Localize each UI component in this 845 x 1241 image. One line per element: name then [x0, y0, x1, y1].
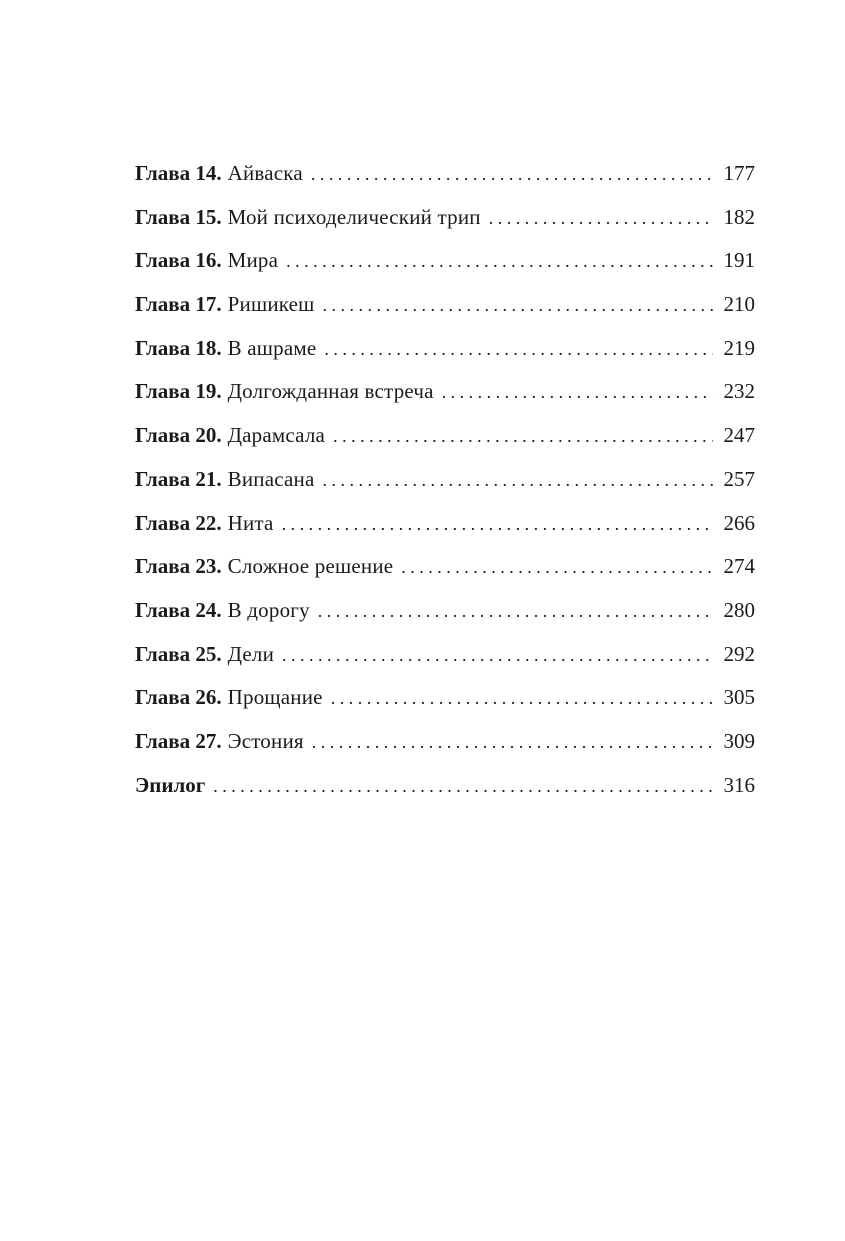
toc-entry-page: 292	[723, 641, 755, 666]
dot-leader	[331, 677, 713, 721]
toc-entry-epilogue[interactable]	[135, 764, 755, 808]
dot-leader	[312, 721, 713, 765]
toc-entry-chapter-19[interactable]	[135, 370, 755, 414]
toc-entry-page: 177	[723, 161, 755, 185]
toc-entry-title: Прощание	[227, 685, 323, 710]
toc-entry-title: Мира	[227, 248, 279, 273]
toc-entry-chapter-16[interactable]	[135, 239, 755, 283]
toc-entry-chapter-15[interactable]	[135, 196, 755, 240]
toc-entry-label: Эпилог	[135, 772, 206, 797]
dot-leader	[323, 459, 714, 503]
toc-entry-label: Глава 24.	[135, 597, 222, 622]
toc-entry-chapter-17[interactable]	[135, 283, 755, 327]
dot-leader	[213, 765, 713, 809]
dot-leader	[442, 371, 713, 415]
toc-entry-chapter-22[interactable]	[135, 502, 755, 546]
toc-entry-title: Долгожданная встреча	[227, 379, 434, 404]
dot-leader	[311, 153, 713, 197]
dot-leader	[323, 284, 713, 328]
dot-leader	[282, 503, 713, 547]
toc-entry-page: 257	[723, 466, 755, 491]
dot-leader	[282, 634, 713, 678]
toc-entry-title: Айваска	[227, 161, 303, 185]
toc-entry-page: 232	[723, 379, 755, 404]
toc-entry-label: Глава 19.	[135, 379, 222, 404]
dot-leader	[489, 197, 713, 241]
toc-entry-label: Глава 22.	[135, 510, 222, 535]
toc-entry-title: Эстония	[227, 728, 304, 753]
toc-entry-page: 305	[723, 685, 755, 710]
toc-entry-label: Глава 21.	[135, 466, 222, 491]
toc-entry-page: 316	[723, 772, 755, 797]
toc-entry-page: 274	[723, 554, 755, 579]
toc-entry-page: 280	[723, 597, 755, 622]
toc-entry-title: Сложное решение	[227, 554, 394, 579]
toc-entry-title: Ришикеш	[227, 292, 315, 317]
toc-entry-page: 210	[723, 292, 755, 317]
dot-leader	[324, 328, 713, 372]
toc-entry-page: 191	[723, 248, 755, 273]
toc-entry-title: Мой психоделический трип	[227, 204, 481, 229]
toc-entry-title: Дарамсала	[227, 423, 326, 448]
toc-entry-chapter-24[interactable]	[135, 589, 755, 633]
toc-entry-title: В ашраме	[227, 335, 317, 360]
toc-entry-chapter-27[interactable]	[135, 720, 755, 764]
toc-entry-label: Глава 25.	[135, 641, 222, 666]
toc-entry-chapter-18[interactable]	[135, 327, 755, 371]
toc-entry-chapter-21[interactable]	[135, 458, 755, 502]
toc-entry-title: Дели	[227, 641, 275, 666]
dot-leader	[333, 415, 713, 459]
toc-entry-label: Глава 26.	[135, 685, 222, 710]
toc-entry-title: Випасана	[227, 466, 315, 491]
toc-entry-chapter-14[interactable]	[135, 152, 755, 196]
toc-entry-label: Глава 18.	[135, 335, 222, 360]
toc-entry-label: Глава 23.	[135, 554, 222, 579]
toc-entry-label: Глава 14.	[135, 161, 222, 185]
toc-entry-label: Глава 15.	[135, 204, 222, 229]
toc-entry-chapter-26[interactable]	[135, 676, 755, 720]
dot-leader	[286, 240, 713, 284]
toc-entry-page: 219	[723, 335, 755, 360]
toc-entry-title: Нита	[227, 510, 274, 535]
toc-entry-chapter-25[interactable]	[135, 633, 755, 677]
toc-entry-label: Глава 20.	[135, 423, 222, 448]
toc-entry-page: 182	[723, 204, 755, 229]
toc-entry-page: 247	[723, 423, 755, 448]
toc-entry-chapter-23[interactable]	[135, 545, 755, 589]
toc-entry-title: В дорогу	[227, 597, 310, 622]
dot-leader	[401, 546, 713, 590]
toc-entry-label: Глава 27.	[135, 728, 222, 753]
dot-leader	[318, 590, 713, 634]
toc-entry-chapter-20[interactable]	[135, 414, 755, 458]
table-of-contents	[135, 152, 755, 807]
toc-entry-label: Глава 17.	[135, 292, 222, 317]
toc-entry-label: Глава 16.	[135, 248, 222, 273]
toc-entry-page: 266	[723, 510, 755, 535]
toc-entry-page: 309	[723, 728, 755, 753]
